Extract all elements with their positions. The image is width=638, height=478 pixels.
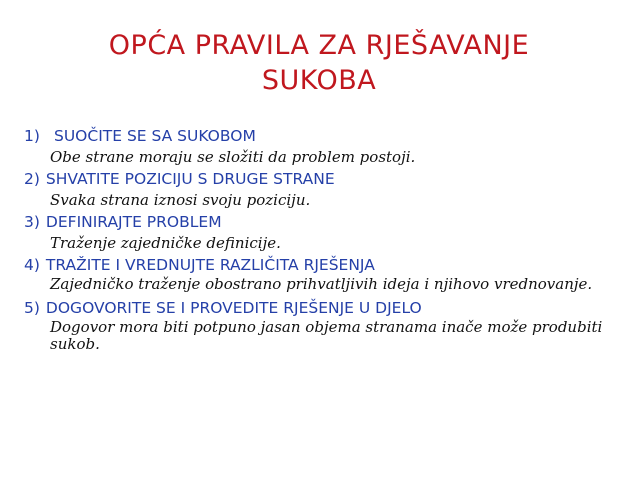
item-number: 5) xyxy=(24,299,40,317)
item-number: 2) xyxy=(24,170,40,188)
item-heading xyxy=(24,297,620,319)
item-description: Svaka strana iznosi svoju poziciju. xyxy=(50,191,311,209)
item-description: Zajedničko traženje obostrano prihvatljivih ideja i njihovo vrednovanje. xyxy=(50,275,593,293)
list-item xyxy=(24,211,620,254)
item-number: 1) xyxy=(24,127,40,145)
list-item xyxy=(24,125,620,168)
item-heading-text: TRAŽITE I VREDNUJTE RAZLIČITA RJEŠENJA xyxy=(45,256,375,274)
item-heading-text: SHVATITE POZICIJU S DRUGE STRANE xyxy=(45,170,335,188)
title-line-2: SUKOBA xyxy=(261,65,377,96)
rules-list xyxy=(24,125,620,357)
item-description: Traženje zajedničke definicije. xyxy=(50,234,281,252)
item-number: 4) xyxy=(24,256,40,274)
list-item xyxy=(24,254,620,293)
title-line-1: OPĆA PRAVILA ZA RJEŠAVANJE xyxy=(108,30,530,61)
item-heading xyxy=(24,168,620,190)
item-description: Obe strane moraju se složiti da problem postoji. xyxy=(50,148,416,166)
item-number: 3) xyxy=(24,213,40,231)
item-heading xyxy=(24,211,620,233)
list-item xyxy=(24,168,620,211)
item-heading-text: DEFINIRAJTE PROBLEM xyxy=(45,213,222,231)
item-heading-text: SUOČITE SE SA SUKOBOM xyxy=(54,127,256,145)
list-item xyxy=(24,297,620,353)
item-heading xyxy=(24,254,620,276)
slide-title xyxy=(0,28,638,98)
item-description: Dogovor mora biti potpuno jasan objema stranama inače može produbiti sukob. xyxy=(50,318,603,353)
item-heading-text: DOGOVORITE SE I PROVEDITE RJEŠENJE U DJELO xyxy=(45,299,422,317)
item-heading xyxy=(24,125,620,147)
